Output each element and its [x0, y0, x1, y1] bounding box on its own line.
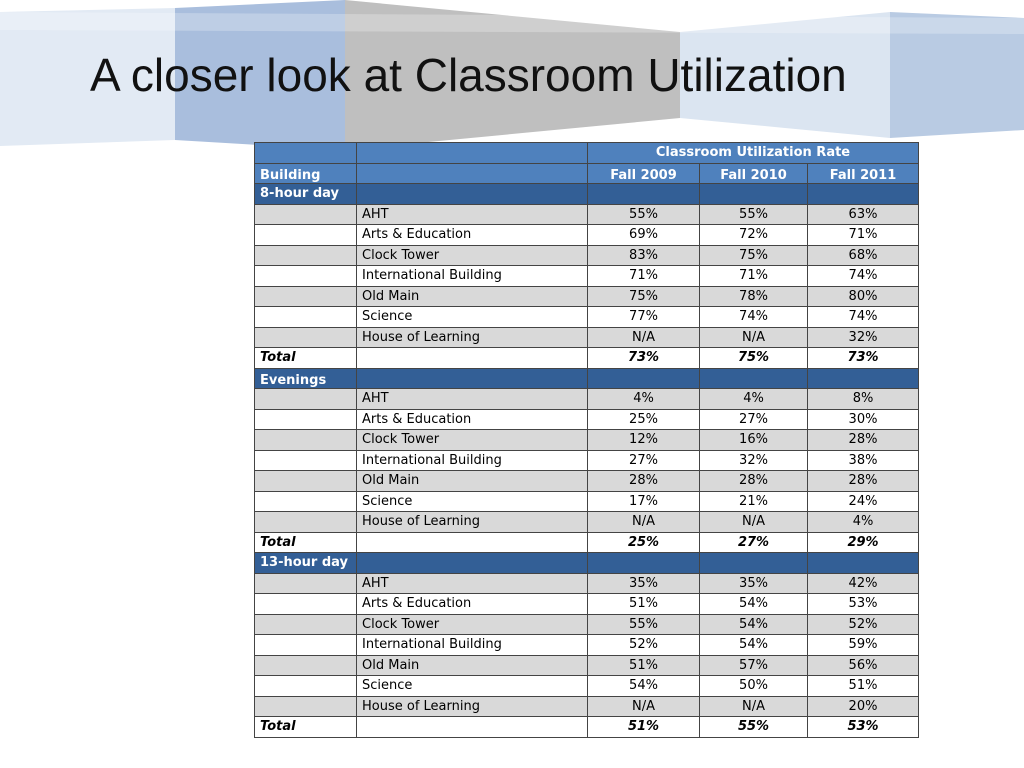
indent-cell	[255, 245, 357, 266]
table-column-header-row	[255, 163, 919, 184]
building-name-cell: AHT	[357, 573, 588, 594]
rate-cell: 74%	[808, 266, 919, 287]
rate-cell: 27%	[700, 409, 808, 430]
rate-cell: N/A	[700, 512, 808, 533]
rate-cell: N/A	[588, 327, 700, 348]
rate-cell: 35%	[588, 573, 700, 594]
total-rate-cell: 29%	[808, 532, 919, 553]
rate-cell: 71%	[808, 225, 919, 246]
building-name-cell: Old Main	[357, 286, 588, 307]
building-name-cell: Science	[357, 307, 588, 328]
section-blank-cell	[808, 553, 919, 574]
classroom-utilization-table	[254, 142, 919, 738]
header-blank-cell	[357, 163, 588, 184]
indent-cell	[255, 471, 357, 492]
rate-cell: 74%	[808, 307, 919, 328]
rate-cell: 63%	[808, 204, 919, 225]
section-header-row	[255, 368, 919, 389]
building-name-cell: Arts & Education	[357, 594, 588, 615]
table-row	[255, 245, 919, 266]
indent-cell	[255, 266, 357, 287]
indent-cell	[255, 491, 357, 512]
rate-cell: 4%	[588, 389, 700, 410]
section-blank-cell	[700, 553, 808, 574]
header-blank-cell	[357, 143, 588, 164]
column-header-fall-2011: Fall 2011	[808, 163, 919, 184]
indent-cell	[255, 409, 357, 430]
total-label: Total	[255, 532, 357, 553]
table-row	[255, 635, 919, 656]
rate-cell: 55%	[588, 614, 700, 635]
building-name-cell: Clock Tower	[357, 245, 588, 266]
rate-cell: 4%	[808, 512, 919, 533]
indent-cell	[255, 594, 357, 615]
table-row	[255, 614, 919, 635]
table-row	[255, 389, 919, 410]
table-row	[255, 471, 919, 492]
rate-cell: 69%	[588, 225, 700, 246]
rate-cell: 51%	[588, 655, 700, 676]
table-row	[255, 491, 919, 512]
section-label: Evenings	[255, 368, 357, 389]
rate-cell: 72%	[700, 225, 808, 246]
building-name-cell: House of Learning	[357, 696, 588, 717]
total-row	[255, 532, 919, 553]
rate-cell: 32%	[700, 450, 808, 471]
total-row	[255, 717, 919, 738]
rate-cell: 25%	[588, 409, 700, 430]
building-column-header: Building	[255, 163, 357, 184]
building-name-cell: Clock Tower	[357, 614, 588, 635]
table-row	[255, 204, 919, 225]
rate-cell: 38%	[808, 450, 919, 471]
indent-cell	[255, 676, 357, 697]
indent-cell	[255, 450, 357, 471]
column-header-fall-2010: Fall 2010	[700, 163, 808, 184]
section-blank-cell	[808, 368, 919, 389]
rate-cell: 78%	[700, 286, 808, 307]
table-row	[255, 573, 919, 594]
rate-cell: 28%	[588, 471, 700, 492]
indent-cell	[255, 307, 357, 328]
table-row	[255, 266, 919, 287]
rate-cell: 28%	[700, 471, 808, 492]
rate-cell: 55%	[588, 204, 700, 225]
indent-cell	[255, 573, 357, 594]
rate-cell: 83%	[588, 245, 700, 266]
building-name-cell: International Building	[357, 450, 588, 471]
rate-cell: 71%	[700, 266, 808, 287]
building-name-cell: Arts & Education	[357, 225, 588, 246]
section-header-row	[255, 553, 919, 574]
total-rate-cell: 73%	[588, 348, 700, 369]
table-row	[255, 676, 919, 697]
indent-cell	[255, 286, 357, 307]
table-super-header-row	[255, 143, 919, 164]
table-row	[255, 696, 919, 717]
indent-cell	[255, 696, 357, 717]
section-blank-cell	[700, 368, 808, 389]
section-blank-cell	[700, 184, 808, 205]
total-label: Total	[255, 348, 357, 369]
section-label: 8-hour day	[255, 184, 357, 205]
rate-cell: 71%	[588, 266, 700, 287]
rate-cell: 51%	[808, 676, 919, 697]
rate-cell: 77%	[588, 307, 700, 328]
section-label: 13-hour day	[255, 553, 357, 574]
total-rate-cell: 25%	[588, 532, 700, 553]
section-blank-cell	[357, 368, 588, 389]
slide-title: A closer look at Classroom Utilization	[90, 49, 847, 101]
total-blank-cell	[357, 717, 588, 738]
table-row	[255, 307, 919, 328]
column-header-fall-2009: Fall 2009	[588, 163, 700, 184]
rate-cell: 35%	[700, 573, 808, 594]
table-row	[255, 225, 919, 246]
rate-cell: 21%	[700, 491, 808, 512]
indent-cell	[255, 655, 357, 676]
total-rate-cell: 73%	[808, 348, 919, 369]
rate-cell: 54%	[700, 614, 808, 635]
building-name-cell: Science	[357, 491, 588, 512]
building-name-cell: Clock Tower	[357, 430, 588, 451]
section-blank-cell	[357, 184, 588, 205]
building-name-cell: Arts & Education	[357, 409, 588, 430]
rate-cell: 54%	[700, 594, 808, 615]
section-header-row	[255, 184, 919, 205]
rate-cell: 8%	[808, 389, 919, 410]
indent-cell	[255, 225, 357, 246]
total-blank-cell	[357, 532, 588, 553]
section-blank-cell	[588, 184, 700, 205]
rate-cell: N/A	[588, 696, 700, 717]
building-name-cell: Old Main	[357, 655, 588, 676]
total-rate-cell: 75%	[700, 348, 808, 369]
building-name-cell: AHT	[357, 204, 588, 225]
header-blank-cell	[255, 143, 357, 164]
rate-cell: 52%	[588, 635, 700, 656]
rate-cell: 52%	[808, 614, 919, 635]
rate-cell: N/A	[588, 512, 700, 533]
building-name-cell: International Building	[357, 635, 588, 656]
indent-cell	[255, 512, 357, 533]
indent-cell	[255, 635, 357, 656]
building-name-cell: House of Learning	[357, 327, 588, 348]
table-row	[255, 450, 919, 471]
rate-cell: 80%	[808, 286, 919, 307]
rate-cell: 28%	[808, 430, 919, 451]
building-name-cell: Old Main	[357, 471, 588, 492]
section-blank-cell	[357, 553, 588, 574]
rate-cell: 42%	[808, 573, 919, 594]
indent-cell	[255, 204, 357, 225]
rate-cell: 50%	[700, 676, 808, 697]
rate-cell: 59%	[808, 635, 919, 656]
indent-cell	[255, 327, 357, 348]
building-name-cell: International Building	[357, 266, 588, 287]
table-row	[255, 286, 919, 307]
total-rate-cell: 53%	[808, 717, 919, 738]
rate-cell: 56%	[808, 655, 919, 676]
total-rate-cell: 27%	[700, 532, 808, 553]
rate-cell: N/A	[700, 696, 808, 717]
rate-cell: 51%	[588, 594, 700, 615]
table-row	[255, 430, 919, 451]
rate-cell: 55%	[700, 204, 808, 225]
rate-cell: 16%	[700, 430, 808, 451]
rate-cell: 17%	[588, 491, 700, 512]
section-blank-cell	[588, 368, 700, 389]
utilization-rate-header: Classroom Utilization Rate	[588, 143, 919, 164]
rate-cell: 75%	[700, 245, 808, 266]
rate-cell: 30%	[808, 409, 919, 430]
total-row	[255, 348, 919, 369]
rate-cell: 74%	[700, 307, 808, 328]
table-row	[255, 327, 919, 348]
building-name-cell: AHT	[357, 389, 588, 410]
section-blank-cell	[808, 184, 919, 205]
rate-cell: 68%	[808, 245, 919, 266]
table-row	[255, 655, 919, 676]
rate-cell: 27%	[588, 450, 700, 471]
rate-cell: 28%	[808, 471, 919, 492]
rate-cell: 75%	[588, 286, 700, 307]
rate-cell: N/A	[700, 327, 808, 348]
rate-cell: 54%	[588, 676, 700, 697]
building-name-cell: House of Learning	[357, 512, 588, 533]
rate-cell: 12%	[588, 430, 700, 451]
total-label: Total	[255, 717, 357, 738]
rate-cell: 24%	[808, 491, 919, 512]
rate-cell: 32%	[808, 327, 919, 348]
table-row	[255, 512, 919, 533]
building-name-cell: Science	[357, 676, 588, 697]
indent-cell	[255, 430, 357, 451]
rate-cell: 53%	[808, 594, 919, 615]
rate-cell: 20%	[808, 696, 919, 717]
rate-cell: 4%	[700, 389, 808, 410]
indent-cell	[255, 389, 357, 410]
total-rate-cell: 51%	[588, 717, 700, 738]
total-rate-cell: 55%	[700, 717, 808, 738]
indent-cell	[255, 614, 357, 635]
table-row	[255, 594, 919, 615]
table-row	[255, 409, 919, 430]
total-blank-cell	[357, 348, 588, 369]
section-blank-cell	[588, 553, 700, 574]
rate-cell: 54%	[700, 635, 808, 656]
rate-cell: 57%	[700, 655, 808, 676]
